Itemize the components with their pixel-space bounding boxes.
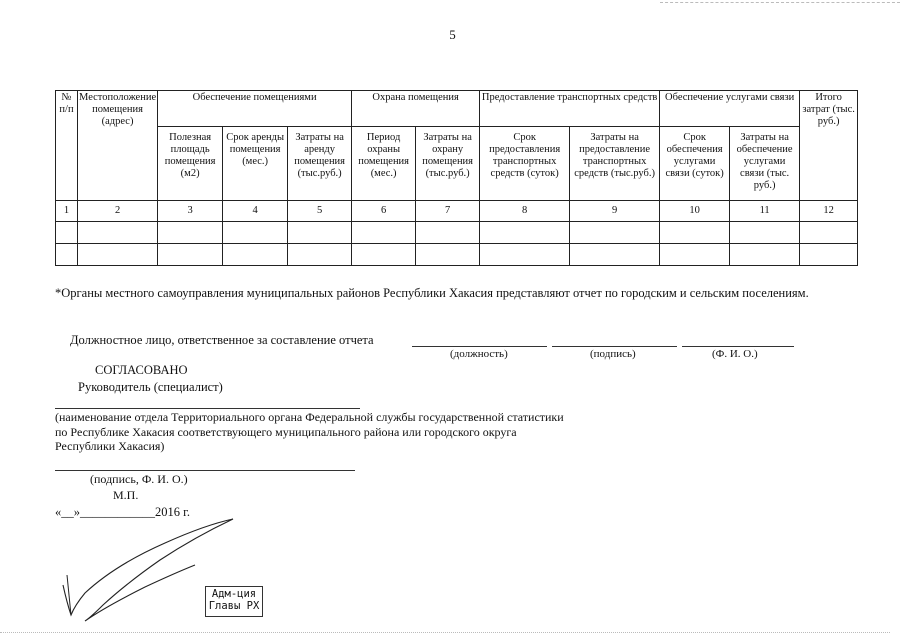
empty-cell — [570, 244, 660, 266]
empty-cell — [800, 244, 858, 266]
empty-cell — [56, 222, 78, 244]
empty-cell — [480, 244, 570, 266]
signature-fio-caption: (подпись, Ф. И. О.) — [90, 472, 188, 486]
subheader-guard-period: Период охраны помещения (мес.) — [352, 127, 416, 201]
header-num: № п/п — [56, 91, 78, 201]
fio-line — [682, 346, 794, 347]
empty-cell — [223, 244, 288, 266]
empty-cell — [352, 244, 416, 266]
head-specialist-label: Руководитель (специалист) — [78, 380, 223, 394]
col-number: 1 — [56, 201, 78, 222]
empty-cell — [416, 244, 480, 266]
subheader-comm-term: Срок обеспечения услугами связи (суток) — [660, 127, 730, 201]
department-note: (наименование отдела Территориального органа Федеральной службы государственной статистики по Республике Хакасия соответствующего муниципального района или городского округа Республики Хакасия) — [55, 410, 564, 453]
date-line: «__»____________2016 г. — [55, 505, 190, 519]
col-number: 8 — [480, 201, 570, 222]
header-location: Местоположение помещения (адрес) — [78, 91, 158, 201]
subheader-area: Полезная площадь помещения (м2) — [158, 127, 223, 201]
page-number: 5 — [449, 27, 456, 42]
department-line — [55, 408, 360, 409]
stamp-line2: Главы РХ — [208, 600, 260, 612]
col-number: 10 — [660, 201, 730, 222]
scan-artifact-bottom — [0, 630, 890, 633]
stamp-line1: Адм-ция — [211, 588, 257, 600]
subheader-rent-cost: Затраты на аренду помещения (тыс.руб.) — [288, 127, 352, 201]
col-number: 12 — [800, 201, 858, 222]
empty-cell — [158, 222, 223, 244]
empty-cell — [158, 244, 223, 266]
empty-cell — [78, 222, 158, 244]
registration-stamp — [205, 586, 263, 617]
empty-cell — [288, 244, 352, 266]
stamp-place-label: М.П. — [113, 488, 139, 502]
empty-cell — [352, 222, 416, 244]
empty-cell — [480, 222, 570, 244]
col-number: 7 — [416, 201, 480, 222]
header-total: Итого затрат (тыс. руб.) — [800, 91, 858, 201]
header-premises: Обеспечение помещениями — [158, 91, 352, 127]
col-number: 9 — [570, 201, 660, 222]
agreed-heading: СОГЛАСОВАНО — [95, 363, 188, 377]
empty-cell — [56, 244, 78, 266]
empty-cell — [416, 222, 480, 244]
subheader-comm-cost: Затраты на обеспечение услугами связи (тыс. руб.) — [730, 127, 800, 201]
col-number: 5 — [288, 201, 352, 222]
header-guard: Охрана помещения — [352, 91, 480, 127]
caption-fio: (Ф. И. О.) — [712, 348, 758, 360]
empty-cell — [223, 222, 288, 244]
table-row — [56, 222, 858, 244]
empty-cell — [660, 244, 730, 266]
header-comm: Обеспечение услугами связи — [660, 91, 800, 127]
position-line — [412, 346, 547, 347]
scan-artifact-top — [660, 0, 900, 3]
empty-cell — [800, 222, 858, 244]
table-row — [56, 244, 858, 266]
official-label: Должностное лицо, ответственное за составление отчета — [70, 333, 374, 347]
report-table — [55, 90, 858, 266]
signature-line — [552, 346, 677, 347]
signature-fio-line — [55, 470, 355, 471]
subheader-guard-cost: Затраты на охрану помещения (тыс.руб.) — [416, 127, 480, 201]
empty-cell — [78, 244, 158, 266]
col-number: 2 — [78, 201, 158, 222]
empty-cell — [730, 244, 800, 266]
col-number: 11 — [730, 201, 800, 222]
empty-cell — [730, 222, 800, 244]
subheader-rent-term: Срок аренды помещения (мес.) — [223, 127, 288, 201]
caption-position: (должность) — [450, 348, 508, 360]
subheader-transport-cost: Затраты на предоставление транспортных средств (тыс.руб.) — [570, 127, 660, 201]
col-number: 6 — [352, 201, 416, 222]
empty-cell — [660, 222, 730, 244]
empty-cell — [288, 222, 352, 244]
col-number: 4 — [223, 201, 288, 222]
header-transport: Предоставление транспортных средств — [480, 91, 660, 127]
empty-cell — [570, 222, 660, 244]
footnote: *Органы местного самоуправления муниципальных районов Республики Хакасия представляют отчет по городским и сельским поселениям. — [55, 286, 809, 300]
subheader-transport-term: Срок предоставления транспортных средств (суток) — [480, 127, 570, 201]
col-number: 3 — [158, 201, 223, 222]
caption-signature: (подпись) — [590, 348, 636, 360]
